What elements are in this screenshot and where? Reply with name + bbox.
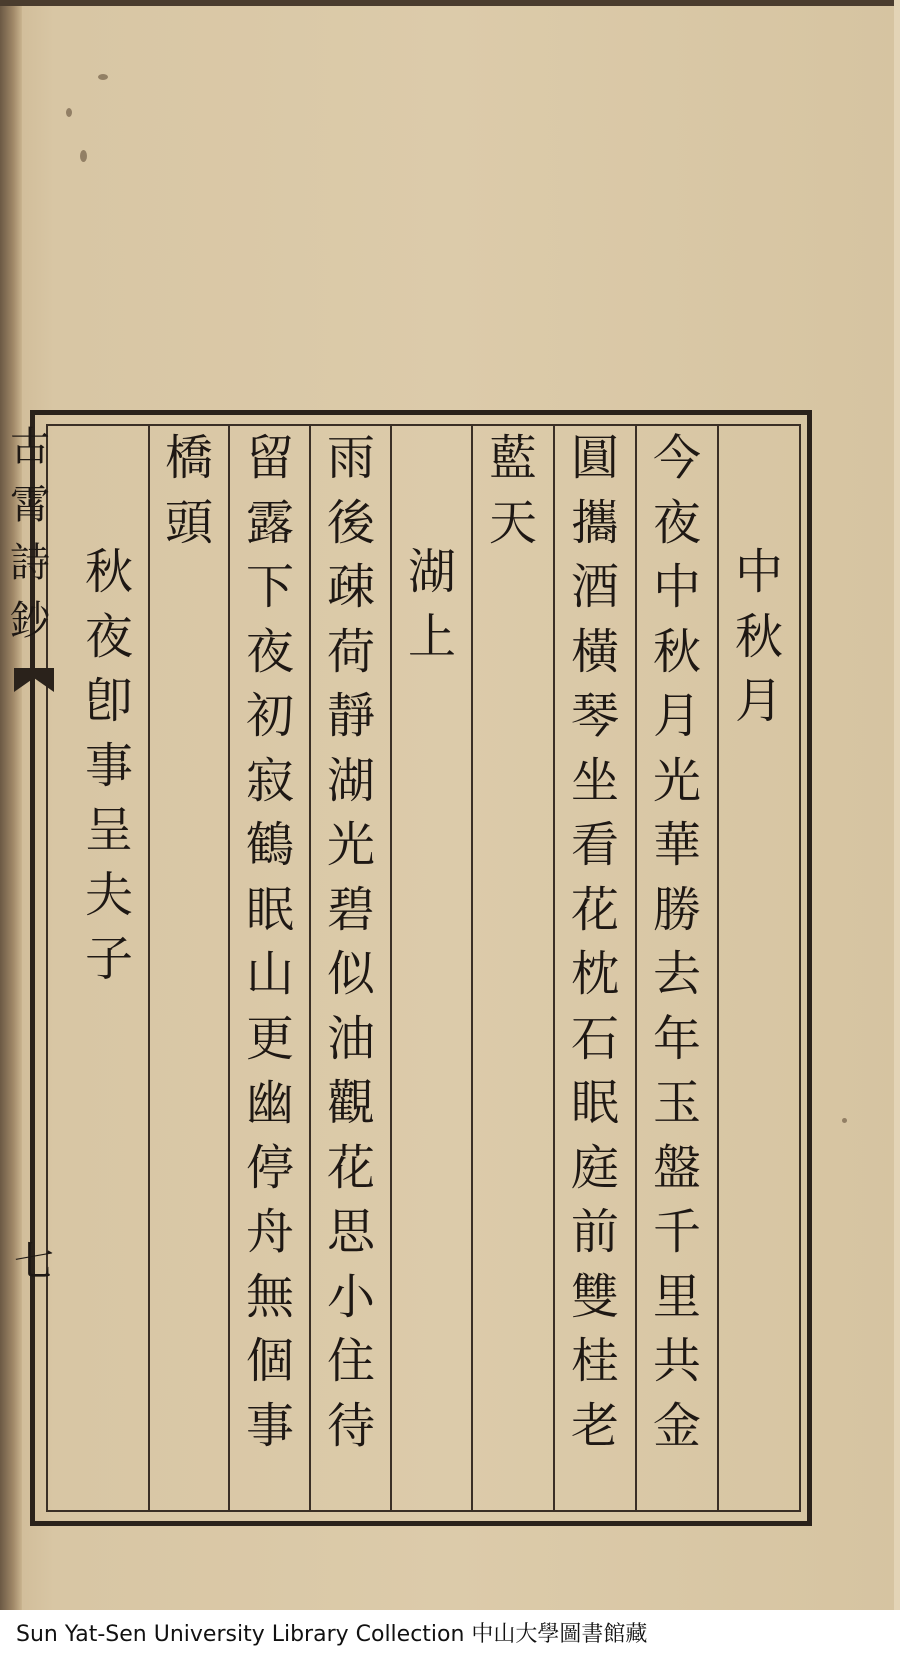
margin-title-char: 詩 [10,540,50,586]
character: 老 [570,1397,619,1454]
character: 幽 [245,1075,294,1131]
character: 共 [652,1333,701,1389]
text-column-6 [314,426,388,1458]
character: 酒 [570,559,619,615]
column-rule [717,424,719,1512]
character: 秋 [734,608,783,665]
character: 年 [652,1010,701,1067]
column-rule [553,424,555,1512]
margin-title-char: 鈔 [10,598,50,644]
character: 事 [84,737,133,794]
column-rule [148,424,150,1512]
character: 寂 [245,752,294,809]
character: 後 [326,494,375,551]
character: 眠 [570,1075,619,1131]
character: 荷 [326,623,375,680]
text-column-poem-title-1 [722,540,796,734]
book-title-margin [8,418,52,650]
character: 金 [652,1397,701,1454]
character: 舟 [245,1204,294,1260]
character: 秋 [84,544,133,600]
character: 油 [326,1010,375,1067]
paper-stain [842,1118,847,1123]
page-right-edge [894,0,900,1640]
character: 枕 [570,946,619,1002]
character: 今 [652,430,701,486]
character: 圓 [570,430,619,486]
margin-title-char: 古 [10,424,50,470]
character: 事 [245,1397,294,1454]
text-column-poem-title-3 [72,540,146,992]
character: 攜 [570,494,619,551]
character: 夜 [245,623,294,680]
text-column-3 [558,426,632,1458]
character: 里 [652,1268,701,1325]
character: 月 [734,673,783,729]
character: 月 [652,688,701,744]
character: 藍 [488,430,537,486]
column-rule [390,424,392,1512]
column-rule [635,424,637,1512]
character: 小 [326,1268,375,1325]
character: 石 [570,1010,619,1067]
book-spine [0,0,22,1640]
character: 無 [245,1268,294,1325]
character: 山 [245,946,294,1002]
character: 頭 [164,494,213,551]
character: 前 [570,1204,619,1260]
character: 橫 [570,623,619,680]
column-rule [471,424,473,1512]
character: 上 [407,608,456,665]
character: 天 [488,494,537,551]
fishtail-mark-icon [14,668,54,692]
character: 盤 [652,1139,701,1196]
character: 庭 [570,1139,619,1196]
column-rule [309,424,311,1512]
character: 疎 [326,559,375,615]
character: 華 [652,817,701,873]
character: 更 [245,1010,294,1067]
character: 待 [326,1397,375,1454]
character: 光 [652,752,701,809]
character: 玉 [652,1075,701,1131]
character: 琴 [570,688,619,744]
character: 個 [245,1333,294,1389]
character: 呈 [84,802,133,858]
character: 秋 [652,623,701,680]
paper-stain [80,150,87,162]
character: 光 [326,817,375,873]
character: 夜 [84,608,133,665]
text-column-4 [476,426,550,555]
character: 湖 [326,752,375,809]
character: 中 [734,544,783,600]
character: 卽 [84,673,133,729]
folio-number: 七 [14,1239,54,1285]
character: 觀 [326,1075,375,1131]
character: 夫 [84,866,133,923]
character: 坐 [570,752,619,809]
character: 花 [570,881,619,938]
character: 思 [326,1204,375,1260]
character: 碧 [326,881,375,938]
character: 子 [84,931,133,987]
character: 夜 [652,494,701,551]
character: 留 [245,430,294,486]
text-column-poem-title-2 [395,540,469,669]
text-column-7 [233,426,307,1458]
margin-title-char: 霄 [10,482,50,528]
collection-credit: Sun Yat-Sen University Library Collection 中山大學圖書館藏 [16,1622,648,1647]
character: 鶴 [245,817,294,873]
character: 看 [570,817,619,873]
character: 中 [652,559,701,615]
character: 去 [652,946,701,1002]
character: 花 [326,1139,375,1196]
paper-stain [66,108,72,117]
character: 橋 [164,430,213,486]
character: 住 [326,1333,375,1389]
paper-stain [98,74,108,80]
character: 雨 [326,430,375,486]
page-top-edge [0,0,900,6]
character: 初 [245,688,294,744]
text-column-8 [152,426,226,555]
character: 千 [652,1204,701,1260]
text-column-2 [640,426,714,1458]
character: 下 [245,559,294,615]
character: 桂 [570,1333,619,1389]
character: 勝 [652,881,701,938]
character: 眠 [245,881,294,938]
character: 湖 [407,544,456,600]
character: 靜 [326,688,375,744]
character: 停 [245,1139,294,1196]
character: 雙 [570,1268,619,1325]
character: 似 [326,946,375,1002]
character: 露 [245,494,294,551]
column-rule [228,424,230,1512]
